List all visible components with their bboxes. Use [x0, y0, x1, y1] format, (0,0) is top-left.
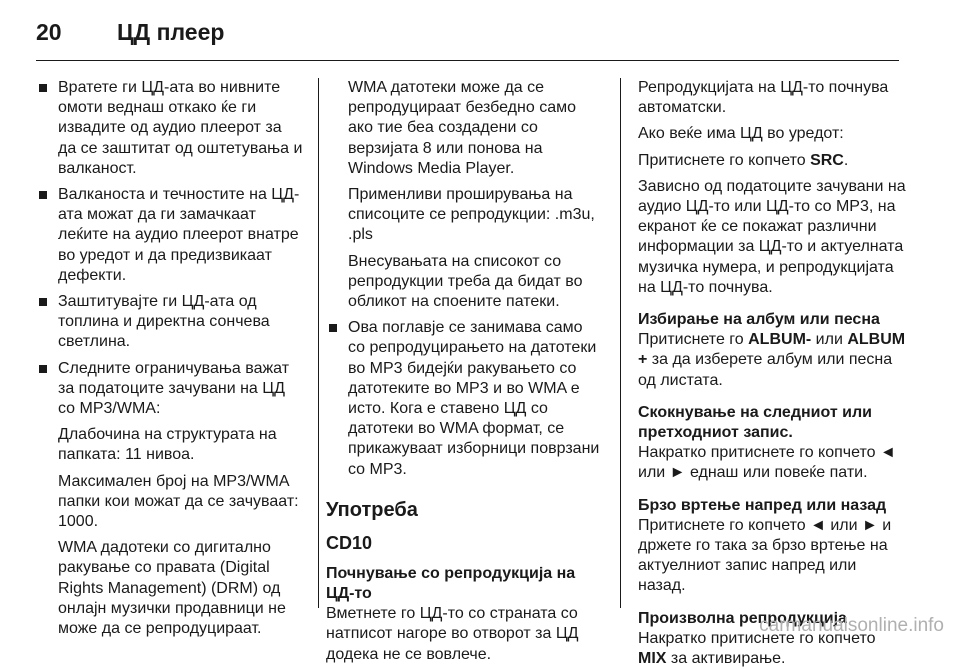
topic-heading: Почнување со репродукција на ЦД-то	[326, 564, 576, 603]
paragraph: Зависно од податоците зачувани на аудио ЦД-то или ЦД-то со MP3, на екранот ќе се покажат различни информации за ЦД-то и актуелната музичка нумера, и репродукцијата на ЦД-то почнува.	[638, 177, 906, 296]
album-plus-key-label: ALBUM +	[638, 331, 906, 369]
square-bullet-icon	[329, 324, 337, 332]
sub-paragraph: WMA датотеки може да се репродуцираат безбедно само ако тие беа создадени со верзијата 8 или понова на Windows Media Player.	[348, 79, 576, 177]
page-title: ЦД плеер	[117, 19, 225, 45]
paragraph: Репродукцијата на ЦД-то почнува автоматски.	[638, 79, 889, 117]
bullet-text: Заштитувајте ги ЦД-ата од топлина и директна сончева светлина.	[58, 293, 270, 351]
topic-heading: Брзо вртење напред или назад	[638, 496, 887, 514]
column-1	[36, 78, 304, 638]
src-key-label: SRC	[810, 151, 844, 169]
bullet-text: Ова поглавје се занимава само со репродуцирањето на датотеки во MP3 бидејќи ракувањето со датотеките во MP3 и во WMA е исто. Кога е ставено ЦД со датотеки во WMA формат, се прикажуваат изборници поврзани со MP3.	[348, 319, 600, 478]
watermark: carmanualsonline.info	[759, 615, 944, 636]
paragraph: Притиснете го копчето ◄ или ► и држете го така за брзо вртење на актуелниот запис напред или назад.	[638, 516, 892, 595]
square-bullet-icon	[39, 365, 47, 373]
page-number: 20	[36, 19, 62, 45]
subsection-heading: CD10	[326, 532, 373, 553]
paragraph: Вметнете го ЦД-то со страната со натписот нагоре во отворот за ЦД додека не се вовлече.	[326, 605, 579, 663]
bullet-item	[326, 318, 602, 480]
paragraph	[638, 151, 908, 171]
sub-paragraph: Длабочина на структурата на папката: 11 нивоа.	[58, 426, 277, 464]
topic-heading: Избирање на албум или песна	[638, 311, 880, 329]
bullet-item	[36, 185, 304, 286]
text: Притиснете го копчето	[638, 151, 811, 169]
bullet-text: Вратете ги ЦД-ата во нивните омоти веднаш откако ќе ги извадите од аудио плеерот за да се заштитат од оштетувања и валканост.	[58, 79, 303, 177]
square-bullet-icon	[39, 84, 47, 92]
column-divider-2	[620, 78, 621, 608]
text: за активирање.	[666, 650, 786, 668]
square-bullet-icon	[39, 191, 47, 199]
column-2	[326, 78, 602, 663]
text: Притиснете го	[638, 331, 749, 349]
paragraph: Накратко притиснете го копчето ◄ или ► еднаш или повеќе пати.	[638, 444, 896, 482]
sub-paragraph: Применливи проширувања на списоците се репродукции: .m3u, .pls	[348, 186, 595, 244]
bullet-item	[36, 78, 304, 179]
section-heading: Употреба	[326, 498, 418, 521]
bullet-text: Следните ограничувања важат за податоците зачувани на ЦД со MP3/WMA:	[58, 359, 290, 418]
sub-paragraph: WMA дадотеки со дигитално ракување со правата (Digital Rights Management) (DRM) од онлајн музички продавници не може да се репродуцираат.	[58, 539, 286, 638]
topic-heading: Произволна репродукција	[638, 609, 847, 627]
album-minus-key-label: ALBUM-	[748, 331, 812, 349]
mix-key-label: MIX	[638, 650, 667, 668]
square-bullet-icon	[39, 298, 47, 306]
column-divider-1	[318, 78, 319, 608]
bullet-item	[36, 292, 304, 353]
topic-heading: Скокнување на следниот или претходниот запис.	[638, 403, 872, 442]
page-header	[0, 0, 960, 64]
text: .	[843, 151, 849, 169]
sub-paragraph: Внесувањата на списокот со репродукции треба да бидат во обликот на споените патеки.	[348, 252, 583, 311]
text: за да изберете албум или песна од листата.	[638, 351, 893, 389]
paragraph: Ако веќе има ЦД во уредот:	[638, 125, 844, 143]
text: или	[811, 331, 848, 349]
header-divider	[36, 60, 899, 61]
paragraph	[638, 330, 908, 391]
bullet-item	[36, 359, 304, 420]
bullet-text: Валканоста и течностите на ЦД-ата можат да ги замачкаат леќите на аудио плеерот внатре во уредот и да предизвикаат дефекти.	[58, 186, 300, 284]
text: Накратко притиснете го копчето	[638, 629, 876, 647]
sub-paragraph: Максимален број на MP3/WMA папки кои можат да се зачуваат: 1000.	[58, 472, 299, 531]
